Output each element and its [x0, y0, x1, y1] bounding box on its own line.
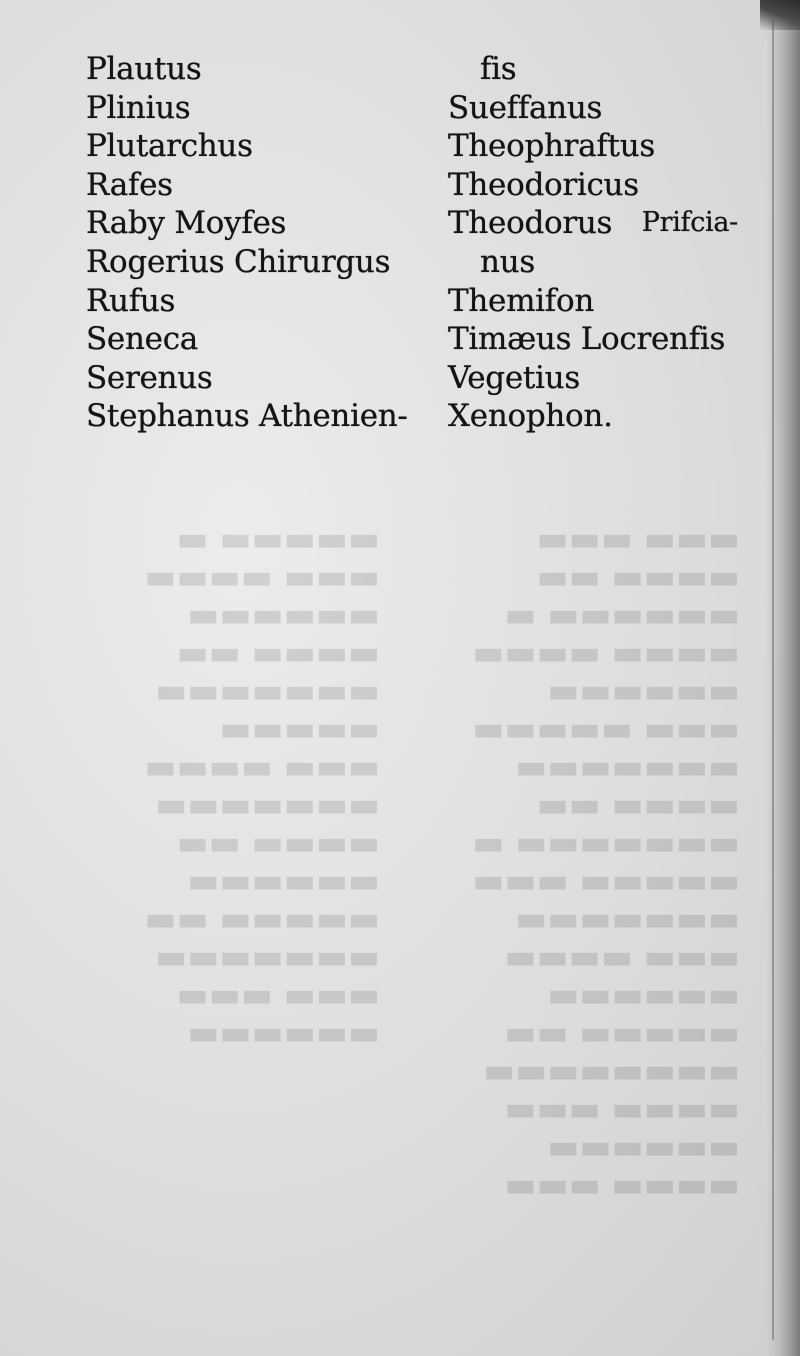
- list-item: Stephanus Athenien-: [86, 398, 408, 435]
- left-name-column: [86, 50, 426, 436]
- list-item: Timæus Locrenfis: [448, 321, 726, 358]
- split-line: [448, 204, 738, 243]
- list-item: Vegetius: [448, 359, 580, 396]
- list-item: Rafes: [86, 166, 173, 203]
- list-item: Themifon: [448, 282, 595, 319]
- list-item: Plinius: [86, 89, 191, 126]
- right-name-column: [448, 50, 748, 436]
- list-item: Plutarchus: [86, 128, 253, 165]
- list-item: nus: [480, 243, 535, 280]
- list-item: Rogerius Chirurgus: [86, 243, 391, 280]
- list-item: Sueffanus: [448, 89, 603, 126]
- list-item-tail: Prifcia-: [641, 207, 738, 239]
- list-item: Theophraftus: [448, 128, 655, 165]
- list-item: Rufus: [86, 282, 176, 319]
- list-item: Xenophon.: [448, 398, 613, 435]
- list-item: [448, 204, 748, 243]
- list-item: Seneca: [86, 321, 198, 358]
- list-item-head: Theodorus: [448, 205, 613, 242]
- bleed-through-texture: ▬▬▬ ▬▬▬ ▬▬▬▬ ▬▬ ▬▬▬▬▬▬ ▬ ▬▬▬▬ ▬▬▬▬ ▬▬▬▬▬▬ ▬▬▬ ▬▬▬▬▬ ▬▬▬▬▬▬▬ ▬▬▬▬ ▬▬ ▬▬▬▬▬▬▬ ▬ ▬▬▬▬▬ ▬▬▬ ▬▬▬▬▬▬▬ ▬▬▬ ▬▬▬▬ ▬▬▬▬▬▬ ▬▬▬▬▬ ▬▬ ▬▬▬▬▬▬▬▬ ▬▬▬▬ ▬▬▬ ▬▬▬▬▬▬ ▬▬▬▬ ▬▬▬ ▬▬▬▬▬ ▬ ▬▬▬ ▬▬▬▬ ▬▬▬▬▬▬ ▬▬▬▬ ▬▬ ▬▬▬▬▬▬▬ ▬▬▬▬▬ ▬▬▬ ▬▬▬▬ ▬▬▬▬▬▬▬ ▬▬▬▬ ▬▬ ▬▬▬▬▬▬ ▬▬▬▬▬ ▬▬ ▬▬▬▬▬▬▬ ▬▬▬ ▬▬▬ ▬▬▬▬▬▬: [144, 519, 740, 1205]
- list-item: fis: [480, 51, 517, 87]
- list-item: Theodoricus: [448, 166, 639, 203]
- list-item: Plautus: [86, 51, 202, 87]
- page-corner-shadow: [760, 0, 800, 30]
- page-edge-line: [772, 20, 774, 1340]
- list-item: Serenus: [86, 359, 213, 396]
- list-item: Raby Moyfes: [86, 205, 287, 242]
